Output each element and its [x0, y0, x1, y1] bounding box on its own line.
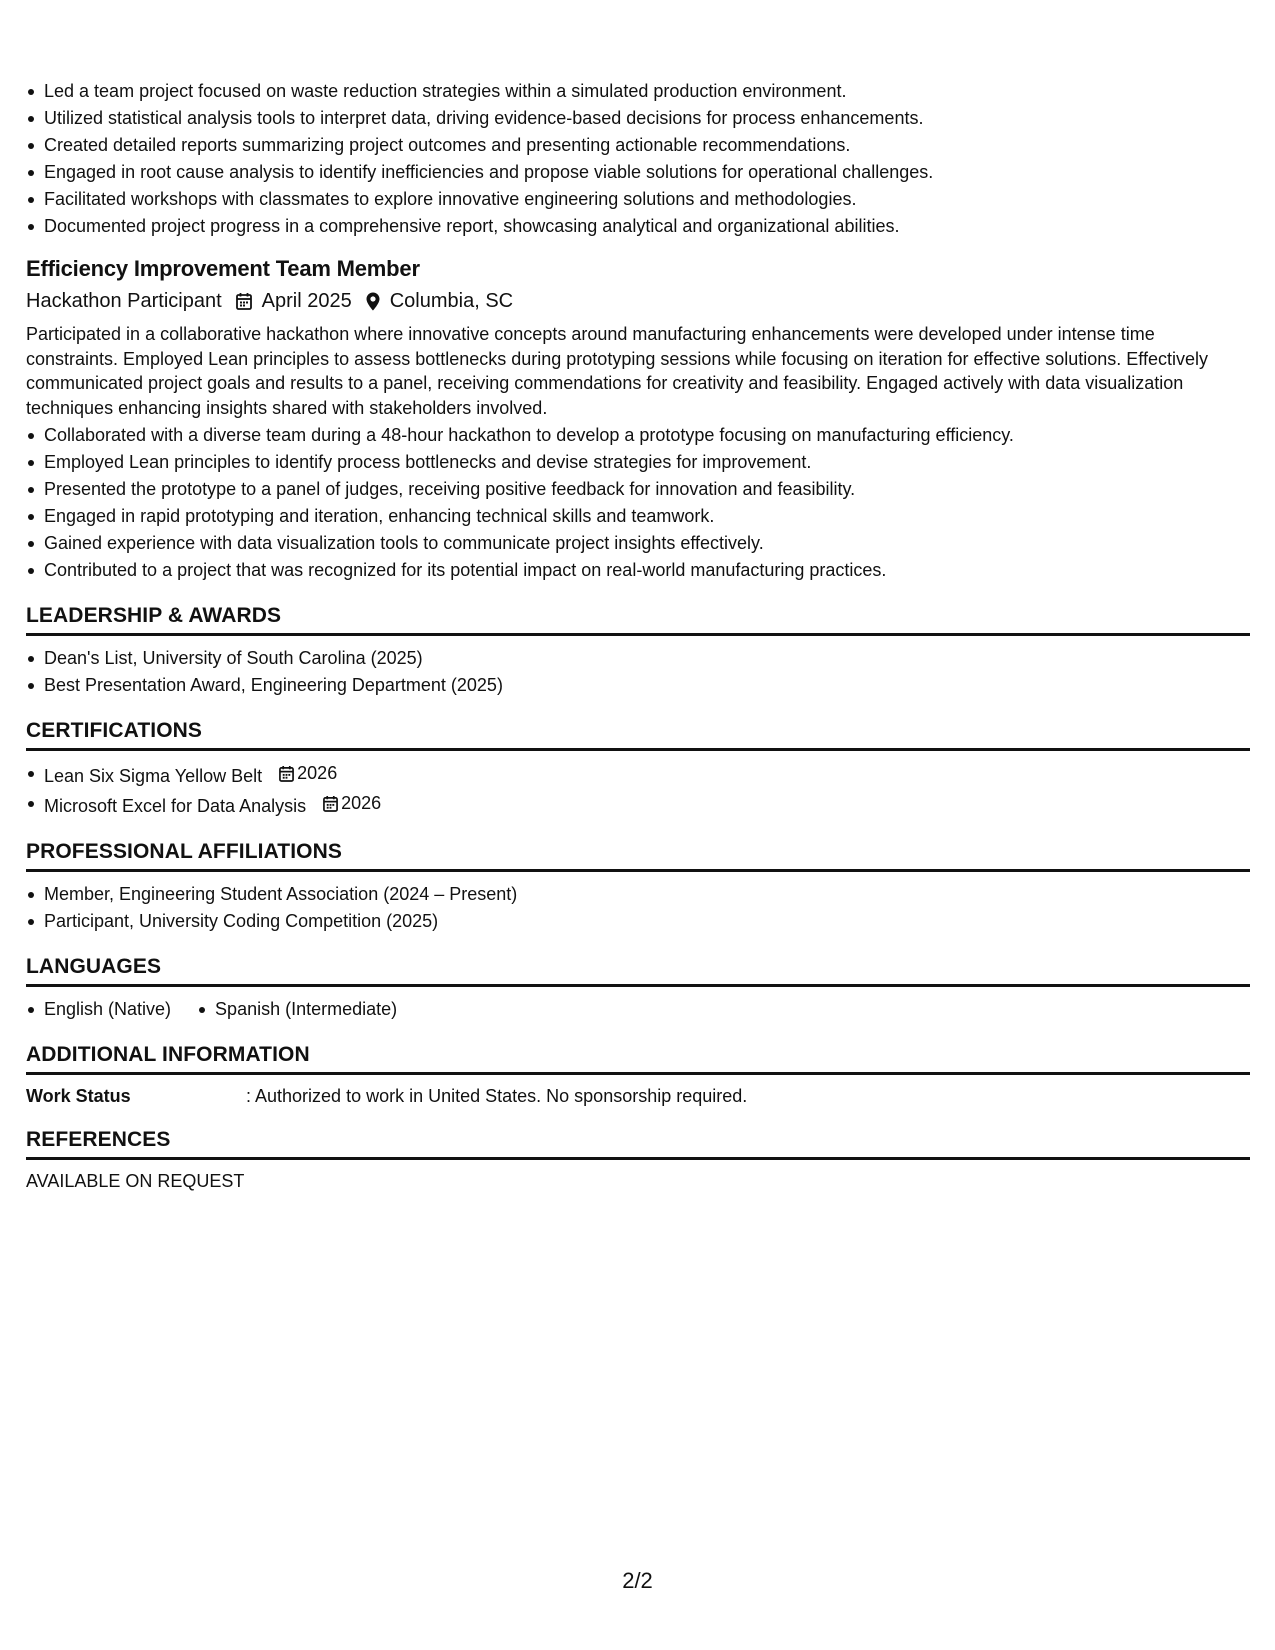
- section-title-additional-information: ADDITIONAL INFORMATION: [26, 1041, 1250, 1075]
- work-status-label: Work Status: [26, 1086, 131, 1106]
- list-item: Documented project progress in a comprehensive report, showcasing analytical and organizational abilities.: [26, 213, 1250, 240]
- section-title-languages: LANGUAGES: [26, 953, 1250, 987]
- certification-date: [323, 790, 381, 817]
- list-item: Gained experience with data visualization tools to communicate project insights effectively.: [26, 530, 1250, 557]
- list-item: Participant, University Coding Competition (2025): [26, 908, 1250, 935]
- list-item: English (Native): [26, 996, 171, 1023]
- previous-job-bullets: [26, 78, 1250, 240]
- list-item: Led a team project focused on waste reduction strategies within a simulated production environment.: [26, 78, 1250, 105]
- section-title-references: REFERENCES: [26, 1126, 1250, 1160]
- list-item: Facilitated workshops with classmates to explore innovative engineering solutions and methodologies.: [26, 186, 1250, 213]
- job-date: [222, 286, 352, 316]
- languages-list: [26, 996, 1250, 1023]
- section-title-certifications: CERTIFICATIONS: [26, 717, 1250, 751]
- job-meta: [26, 286, 1250, 316]
- resume-page: [26, 78, 1250, 1193]
- certification-year: 2026: [297, 763, 338, 783]
- page-number: 2/2: [622, 1568, 653, 1593]
- section-title-leadership: LEADERSHIP & AWARDS: [26, 602, 1250, 636]
- certification-name: Lean Six Sigma Yellow Belt: [44, 766, 263, 786]
- job-description: Participated in a collaborative hackathon where innovative concepts around manufacturing enhancements were developed under intense time constraints. Employed Lean principles to assess bottlenecks during prototyping sessions while focusing on iteration for effective solutions. Effectively communicated project goals and results to a panel, receiving commendations for creativity and feasibility. Engaged actively with data visualization techniques enhancing insights shared with stakeholders involved.: [26, 324, 1208, 418]
- job-title: Efficiency Improvement Team Member: [26, 256, 420, 281]
- list-item: Presented the prototype to a panel of judges, receiving positive feedback for innovation and feasibility.: [26, 476, 1250, 503]
- list-item: Dean's List, University of South Carolina (2025): [26, 645, 1250, 672]
- list-item: Best Presentation Award, Engineering Department (2025): [26, 672, 1250, 699]
- job-location-text: Columbia, SC: [389, 290, 514, 312]
- list-item: [26, 760, 1250, 790]
- job-bullets: [26, 422, 1250, 584]
- certification-date: [279, 760, 337, 787]
- affiliations-list: [26, 881, 1250, 935]
- calendar-icon: [323, 795, 338, 812]
- leadership-list: [26, 645, 1250, 699]
- work-status-value: : Authorized to work in United States. No sponsorship required.: [246, 1086, 748, 1106]
- list-item: [26, 790, 1250, 820]
- calendar-icon: [236, 292, 252, 310]
- calendar-icon: [279, 765, 294, 782]
- list-item: Contributed to a project that was recognized for its potential impact on real-world manufacturing practices.: [26, 557, 1250, 584]
- list-item: Created detailed reports summarizing project outcomes and presenting actionable recommendations.: [26, 132, 1250, 159]
- work-status-row: [26, 1084, 1250, 1108]
- job-role: Hackathon Participant: [26, 290, 222, 312]
- certifications-list: [26, 760, 1250, 820]
- section-title-affiliations: PROFESSIONAL AFFILIATIONS: [26, 838, 1250, 872]
- list-item: Member, Engineering Student Association (2024 – Present): [26, 881, 1250, 908]
- job-location: [352, 286, 513, 316]
- list-item: Spanish (Intermediate): [197, 996, 397, 1023]
- list-item: Employed Lean principles to identify process bottlenecks and devise strategies for improvement.: [26, 449, 1250, 476]
- list-item: Utilized statistical analysis tools to interpret data, driving evidence-based decisions for process enhancements.: [26, 105, 1250, 132]
- list-item: Engaged in root cause analysis to identify inefficiencies and propose viable solutions for operational challenges.: [26, 159, 1250, 186]
- list-item: Collaborated with a diverse team during a 48-hour hackathon to develop a prototype focusing on manufacturing efficiency.: [26, 422, 1250, 449]
- list-item: Engaged in rapid prototyping and iteration, enhancing technical skills and teamwork.: [26, 503, 1250, 530]
- certification-name: Microsoft Excel for Data Analysis: [44, 796, 307, 816]
- certification-year: 2026: [341, 793, 382, 813]
- job-date-text: April 2025: [261, 290, 352, 312]
- map-pin-icon: [366, 292, 380, 311]
- references-text: AVAILABLE ON REQUEST: [26, 1171, 245, 1191]
